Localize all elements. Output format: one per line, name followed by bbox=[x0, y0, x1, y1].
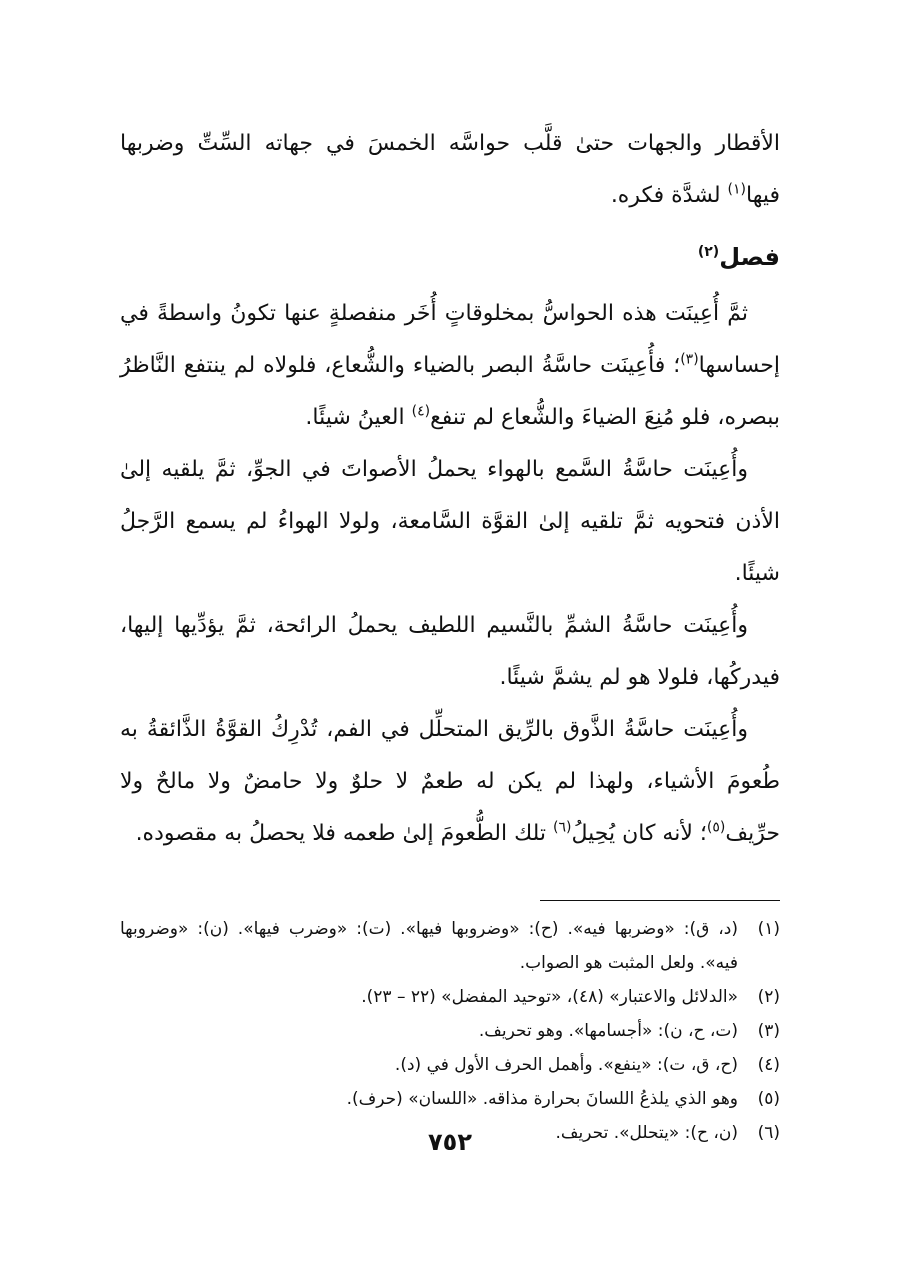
footnote-text: (ح، ق، ت): «ينفع». وأهمل الحرف الأول في (د). bbox=[394, 1055, 738, 1075]
footnote-marker: (٢) bbox=[697, 244, 720, 260]
footnote-marker: (٣) bbox=[680, 351, 699, 368]
footnote-divider bbox=[540, 900, 780, 901]
paragraph-text: العينُ شيئًا. bbox=[305, 405, 412, 430]
footnote-item bbox=[120, 912, 780, 980]
paragraph-senses-aids bbox=[120, 288, 780, 444]
paragraph-text: ؛ لأنه كان يُحِيلُ bbox=[571, 821, 707, 846]
section-heading-text: فصل bbox=[719, 243, 780, 271]
footnote-marker: (٦) bbox=[553, 819, 572, 836]
paragraph-text: الأقطار والجهات حتىٰ قلَّب حواسَّه الخمسَ في جهاته السِّتِّ وضربها فيها bbox=[120, 131, 780, 208]
paragraph-taste bbox=[120, 704, 780, 860]
footnote-item bbox=[120, 980, 780, 1014]
page-number: ٧٥٢ bbox=[428, 1128, 472, 1156]
footnote-number: (٣) bbox=[757, 1021, 780, 1041]
main-text bbox=[120, 118, 780, 860]
paragraph-hearing: وأُعِينَت حاسَّةُ السَّمع بالهواء يحملُ الأصواتَ في الجوِّ، ثمَّ يلقيه إلىٰ الأذن فتحويه ثمَّ تلقيه إلىٰ القوَّة السَّامعة، ولولا الهواءُ لم يسمع الرَّجلُ شيئًا. bbox=[120, 457, 780, 586]
footnote-text: «الدلائل والاعتبار» (٤٨)، «توحيد المفضل» (٢٢ – ٢٣). bbox=[361, 987, 738, 1007]
paragraph-text: لشدَّة فكره. bbox=[610, 183, 728, 208]
footnote-marker: (١) bbox=[727, 181, 746, 198]
paragraph-text: ثمَّ أُعِينَت هذه الحواسُّ بمخلوقاتٍ أُخَر منفصلةٍ عنها تكونُ واسطةً في إحساسها bbox=[120, 301, 780, 378]
footnote-number: (٥) bbox=[757, 1089, 780, 1109]
footnote-text: (ت، ح، ن): «أجسامها». وهو تحريف. bbox=[478, 1021, 738, 1041]
footnote-number: (٦) bbox=[757, 1123, 780, 1143]
footnote-item bbox=[120, 1048, 780, 1082]
footnote-number: (٤) bbox=[757, 1055, 780, 1075]
footnote-text: وهو الذي يلذعُ اللسانَ بحرارة مذاقه. «اللسان» (حرف). bbox=[346, 1089, 738, 1109]
footnote-marker: (٤) bbox=[411, 403, 431, 420]
footnote-number: (٢) bbox=[757, 987, 780, 1007]
paragraph-smell: وأُعِينَت حاسَّةُ الشمِّ بالنَّسيم اللطيف يحملُ الرائحة، ثمَّ يؤدِّيها إليها، فيدركُها، فلولا هو لم يشمَّ شيئًا. bbox=[120, 613, 780, 690]
footnote-item bbox=[120, 1082, 780, 1116]
paragraph-text: تلك الطُّعومَ إلىٰ طعمه فلا يحصلُ به مقصوده. bbox=[135, 821, 554, 846]
footnote-text: (ن، ح): «يتحلل». تحريف. bbox=[555, 1123, 738, 1143]
paragraph-continuation bbox=[120, 118, 780, 222]
footnote-number: (١) bbox=[757, 919, 780, 939]
footnotes bbox=[120, 912, 780, 1150]
footnote-item bbox=[120, 1014, 780, 1048]
paragraph-text: وأُعِينَت حاسَّةُ الذَّوق بالرِّيق المتحلِّل في الفم، تُدْرِكُ القوَّةُ الذَّائقةُ به طُعومَ الأشياء، ولهذا لم يكن له طعمٌ لا حلوٌ ولا حامضٌ ولا مالحٌ ولا حرِّيف bbox=[120, 717, 780, 846]
paragraph-text: ؛ فأُعِينَت حاسَّةُ البصر بالضياء والشُّعاع، فلولاه لم ينتفع النَّاظرُ ببصره، فلو مُنِعَ الضياءَ والشُّعاع لم تنفع bbox=[120, 353, 780, 430]
footnote-marker: (٥) bbox=[706, 819, 726, 836]
section-heading bbox=[120, 230, 780, 284]
footnote-text: (د، ق): «وضربها فيه». (ح): «وضروبها فيها». (ت): «وضرب فيها». (ن): «وضروبها فيه». ولعل المثبت هو الصواب. bbox=[120, 919, 738, 973]
